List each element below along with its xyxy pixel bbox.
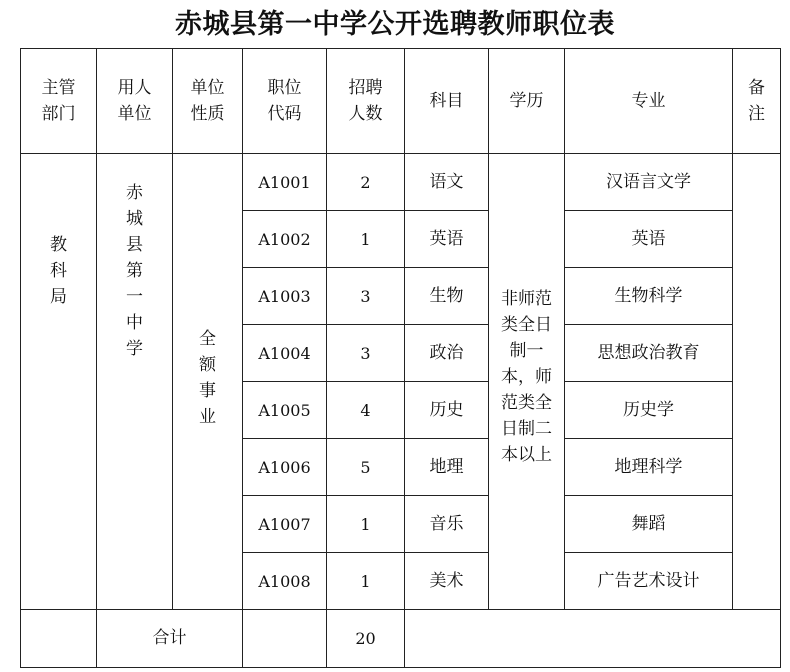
major: 思想政治教育 (565, 325, 733, 382)
unit-type-cell: 全额事业 (173, 154, 243, 610)
header-row (21, 49, 781, 154)
recruit-count: 1 (327, 211, 405, 268)
major: 地理科学 (565, 439, 733, 496)
recruit-count: 2 (327, 154, 405, 211)
subject: 美术 (405, 553, 489, 610)
position-code: A1002 (243, 211, 327, 268)
total-blank-cell (21, 610, 97, 668)
recruit-count: 3 (327, 268, 405, 325)
position-code: A1008 (243, 553, 327, 610)
header-major: 专业 (565, 49, 733, 154)
major: 汉语言文学 (565, 154, 733, 211)
dept-cell: 教科局 (21, 154, 97, 610)
header-dept: 主管部门 (21, 49, 97, 154)
table-row (21, 154, 781, 211)
header-position-code: 职位代码 (243, 49, 327, 154)
position-code: A1003 (243, 268, 327, 325)
subject: 地理 (405, 439, 489, 496)
total-value: 20 (327, 610, 405, 668)
position-code: A1006 (243, 439, 327, 496)
page-title: 赤城县第一中学公开选聘教师职位表 (175, 9, 615, 40)
major: 舞蹈 (565, 496, 733, 553)
subject: 英语 (405, 211, 489, 268)
position-code: A1005 (243, 382, 327, 439)
major: 生物科学 (565, 268, 733, 325)
total-row (21, 610, 781, 668)
header-subject: 科目 (405, 49, 489, 154)
recruit-count: 1 (327, 553, 405, 610)
subject: 政治 (405, 325, 489, 382)
total-rest-blank (405, 610, 781, 668)
header-recruit-count: 招聘人数 (327, 49, 405, 154)
header-education: 学历 (489, 49, 565, 154)
recruit-count: 3 (327, 325, 405, 382)
education-cell: 非师范类全日制一本，师范类全日制二本以上 (489, 154, 565, 610)
remark-cell (733, 154, 781, 610)
subject: 历史 (405, 382, 489, 439)
total-code-blank (243, 610, 327, 668)
subject: 音乐 (405, 496, 489, 553)
position-code: A1004 (243, 325, 327, 382)
recruit-count: 1 (327, 496, 405, 553)
employer-cell: 赤城县第一中学 (97, 154, 173, 610)
major: 英语 (565, 211, 733, 268)
total-label: 合计 (97, 610, 243, 668)
major: 广告艺术设计 (565, 553, 733, 610)
subject: 语文 (405, 154, 489, 211)
major: 历史学 (565, 382, 733, 439)
positions-table (20, 48, 781, 668)
subject: 生物 (405, 268, 489, 325)
recruit-count: 4 (327, 382, 405, 439)
position-code: A1001 (243, 154, 327, 211)
header-unit-type: 单位性质 (173, 49, 243, 154)
header-remark: 备注 (733, 49, 781, 154)
header-employer: 用人单位 (97, 49, 173, 154)
recruit-count: 5 (327, 439, 405, 496)
position-code: A1007 (243, 496, 327, 553)
